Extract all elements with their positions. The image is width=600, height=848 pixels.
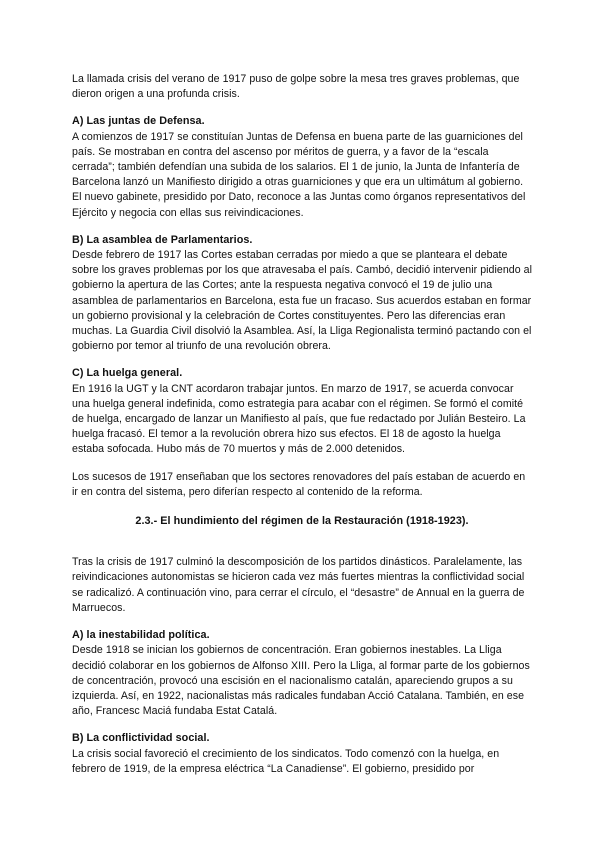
section-inestabilidad-politica [72,628,532,719]
section-body: Desde febrero de 1917 las Cortes estaban cerradas por miedo a que se planteara el debate sobre los graves problemas por los que atravesaba el país. Cambó, decidió intervenir pidiendo al gobierno la apertura de las Cortes; ante la respuesta negativa convocó el 19 de julio una asamblea de parlamentarios en Barcelona, esta fue un fracaso. Sus acuerdos estaban en formar un gobierno provisional y la celebración de Cortes constituyentes. Pero las diferencias eran muchas. La Guardia Civil disolvió la Asamblea. Así, la Lliga Regionalista terminó pactando con el gobierno por temor al triunfo de una revolución obrera. [72,249,532,353]
section-body: La crisis social favoreció el crecimiento de los sindicatos. Todo comenzó con la huelga, en febrero de 1919, de la empresa eléctrica “La Canadiense”. El gobierno, presidido por [72,747,500,775]
section-body: En 1916 la UGT y la CNT acordaron trabajar juntos. En marzo de 1917, se acuerda convocar una huelga general indefinida, como estrategia para acabar con el régimen. Se formó el comité de huelga, encargado de lanzar un Manifiesto al país, que fue redactado por Julián Besteiro. La huelga fracasó. El temor a la revolución obrera hizo sus efectos. El 18 de agosto la huelga estaba sofocada. Hubo más de 70 muertos y más de 2.000 detenidos. [72,382,526,456]
section-body: Desde 1918 se inician los gobiernos de concentración. Eran gobiernos inestables. La Lliga decidió colaborar en los gobiernos de Alfonso XIII. Pero la Lliga, al formar parte de los gobiernos de concentración, provocó una escisión en el nacionalismo catalán, apareciendo grupos a su izquierda. Así, en 1922, nacionalistas más radicales fundaban Acció Catalana. También, en ese año, Francesc Maciá fundaba Estat Catalá. [72,644,530,718]
section-body: A comienzos de 1917 se constituían Juntas de Defensa en buena parte de las guarniciones del país. Se mostraban en contra del ascenso por méritos de guerra, y a favor de la “escala cerrada”; también defendían una subida de los salarios. El 1 de junio, la Junta de Infantería de Barcelona lanzó un Manifiesto dirigido a otras guarniciones y que era un ultimátum al gobierno. El nuevo gabinete, presidido por Dato, reconoce a las Juntas como órganos representativos del Ejército y negocia con ellas sus reivindicaciones. [72,130,526,219]
document-page [72,72,532,789]
section-heading: B) La asamblea de Parlamentarios. [72,233,253,246]
intro-paragraph: La llamada crisis del verano de 1917 puso de golpe sobre la mesa tres graves problemas, que dieron origen a una profunda crisis. [72,73,520,101]
section-heading: C) La huelga general. [72,367,183,380]
section-asamblea-parlamentarios [72,233,532,355]
conclusion-paragraph: Los sucesos de 1917 enseñaban que los sectores renovadores del país estaban de acuerdo en ir en contra del sistema, pero diferían respecto al contenido de la reforma. [72,470,526,498]
section-heading: A) Las juntas de Defensa. [72,115,205,128]
chapter-intro-paragraph: Tras la crisis de 1917 culminó la descomposición de los partidos dinásticos. Paralelamente, las reivindicaciones autonomistas se hicieron cada vez más fuertes mientras la conflictividad social se radicalizó. A continuación vino, para cerrar el círculo, el “desastre” de Annual en la guerra de Marruecos. [72,556,525,614]
section-juntas-defensa [72,114,532,220]
chapter-title: 2.3.- El hundimiento del régimen de la Restauración (1918-1923). [135,515,469,528]
section-conflictividad-social [72,731,532,777]
section-heading: A) la inestabilidad política. [72,629,210,642]
section-huelga-general [72,366,532,457]
section-heading: B) La conflictividad social. [72,732,210,745]
